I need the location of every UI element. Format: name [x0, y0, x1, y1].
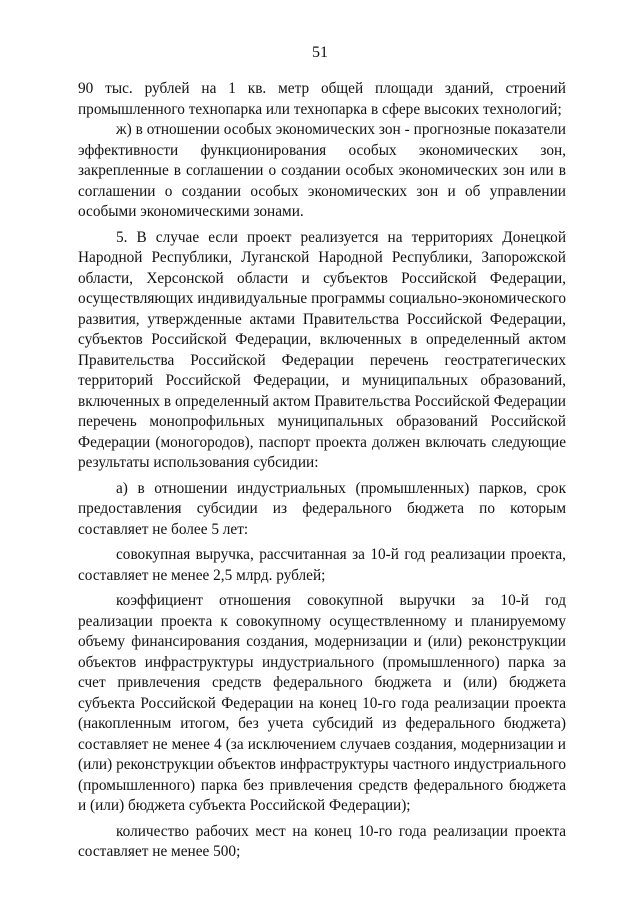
- paragraph: 90 тыс. рублей на 1 кв. метр общей площади зданий, строений промышленного технопарка или технопарка в сфере высоких технологий;: [78, 80, 566, 118]
- paragraph: количество рабочих мест на конец 10-го года реализации проекта составляет не менее 500;: [78, 822, 566, 860]
- paragraph: ж) в отношении особых экономических зон - прогнозные показатели эффективности функционирования особых экономических зон, закрепленные в соглашении о создании особых экономических зон или в соглашении о создании особых экономических зон и об управлении особыми экономическими зонами.: [78, 121, 566, 220]
- document-body: [78, 79, 566, 863]
- paragraph: совокупная выручка, рассчитанная за 10-й год реализации проекта, составляет не менее 2,5 млрд. рублей;: [78, 546, 566, 584]
- paragraph: а) в отношении индустриальных (промышленных) парков, срок предоставления субсидии из федерального бюджета по которым составляет не более 5 лет:: [78, 479, 566, 538]
- paragraph: 5. В случае если проект реализуется на территориях Донецкой Народной Республики, Луганской Народной Республики, Запорожской области, Херсонской области и субъектов Российской Федерации, осуществляющих индивидуальные программы социально-экономического развития, утвержденные актами Правительства Российской Федерации, субъектов Российской Федерации, включенных в определенный актом Правительства Российской Федерации перечень геостратегических территорий Российской Федерации, и муниципальных образований, включенных в определенный актом Правительства Российской Федерации перечень монопрофильных муниципальных образований Российской Федерации (моногородов), паспорт проекта должен включать следующие результаты использования субсидии:: [78, 228, 566, 471]
- paragraph: коэффициент отношения совокупной выручки за 10-й год реализации проекта к совокупному осуществленному и планируемому объему финансирования создания, модернизации и (или) реконструкции объектов инфраструктуры индустриального (промышленного) парка за счет привлечения средств федерального бюджета и (или) бюджета субъекта Российской Федерации на конец 10-го года реализации проекта (накопленным итогом, без учета субсидий из федерального бюджета) составляет не менее 4 (за исключением случаев создания, модернизации и (или) реконструкции объектов инфраструктуры частного индустриального (промышленного) парка без привлечения средств федерального бюджета и (или) бюджета субъекта Российской Федерации);: [78, 592, 566, 814]
- page-number: 51: [312, 44, 328, 61]
